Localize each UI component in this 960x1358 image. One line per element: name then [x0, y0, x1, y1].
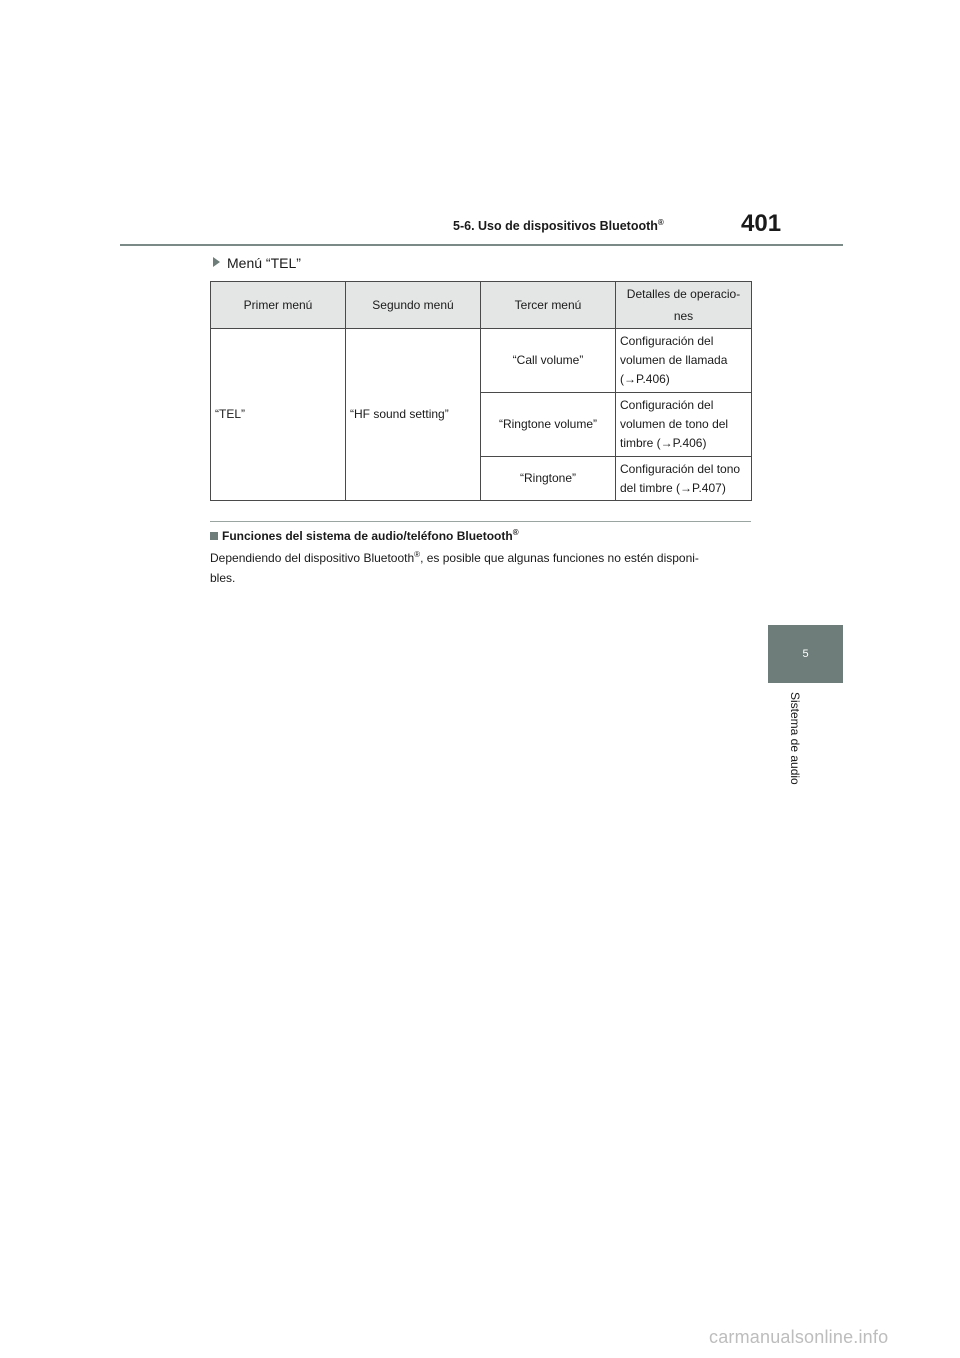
square-bullet-icon	[210, 532, 218, 540]
third-menu-cell: “Call volume”	[481, 329, 616, 393]
header-section-title: 5-6. Uso de dispositivos Bluetooth®	[453, 218, 664, 234]
subsection-heading: Funciones del sistema de audio/teléfono Bluetooth®	[210, 528, 519, 543]
chapter-label: Sistema de audio	[788, 692, 802, 785]
menu-table	[210, 281, 752, 501]
header-divider	[120, 244, 843, 246]
page-number: 401	[741, 210, 782, 237]
table-header-cell: Segundo menú	[346, 282, 481, 329]
triangle-bullet-icon	[213, 257, 220, 267]
watermark: carmanualsonline.info	[709, 1327, 889, 1347]
table-row	[211, 329, 752, 393]
third-menu-cell: “Ringtone”	[481, 457, 616, 501]
chapter-tab	[768, 625, 843, 683]
section-heading: Menú “TEL”	[213, 255, 301, 271]
first-menu-cell: “TEL”	[211, 329, 346, 501]
details-cell: Configuración del tono del timbre (→P.407)	[616, 457, 752, 501]
table-header-cell: Primer menú	[211, 282, 346, 329]
second-menu-cell: “HF sound setting”	[346, 329, 481, 501]
table-header-cell: Detalles de operacio- nes	[616, 282, 752, 329]
details-cell: Configuración del volumen de tono del timbre (→P.406)	[616, 393, 752, 457]
table-header-row	[211, 282, 752, 329]
section-divider	[210, 521, 751, 522]
body-paragraph: Dependiendo del dispositivo Bluetooth®, es posible que algunas funciones no estén disponi- bles.	[210, 550, 699, 585]
table-header-cell: Tercer menú	[481, 282, 616, 329]
details-cell: Configuración del volumen de llamada (→P.406)	[616, 329, 752, 393]
chapter-number: 5	[802, 648, 809, 660]
third-menu-cell: “Ringtone volume”	[481, 393, 616, 457]
